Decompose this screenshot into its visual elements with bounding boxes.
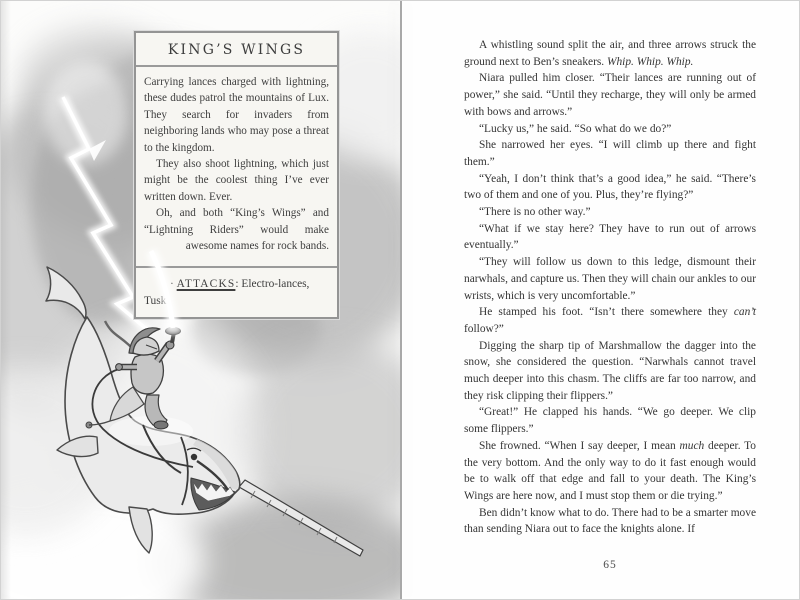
- book-gutter: [400, 1, 402, 599]
- story-paragraph: She frowned. “When I say deeper, I mean much deeper. To the very bottom. And the only way to do it fast enough would be to walk off that edge and fall to your death. The King’s Wings are here now, and I must stop them or die trying.”: [464, 439, 756, 502]
- story-paragraph: “There is no other way.”: [479, 206, 591, 219]
- left-page: [1, 1, 400, 599]
- info-box-title: KING’S WINGS: [136, 33, 337, 67]
- story-paragraph: Digging the sharp tip of Marshmallow the dagger into the snow, she considered the question. “Narwhals cannot travel much deeper into this chasm. The cliffs are far too narrow, and they risk clipping their flippers.”: [464, 339, 756, 402]
- attacks-line: [136, 268, 337, 317]
- story-paragraph: “Great!” He clapped his hands. “We go deeper. We clip some flippers.”: [464, 406, 756, 436]
- story-paragraph: Ben didn’t know what to do. There had to be a smarter move than sending Niara out to face the knights alone. If: [464, 506, 757, 536]
- story-paragraph: “Lucky us,” he said. “So what do we do?”: [479, 122, 672, 135]
- info-paragraph: They also shoot lightning, which just might be the coolest thing I’ve ever written down. Ever.: [144, 158, 329, 203]
- story-paragraph: “They will follow us down to this ledge, dismount their narwhals, and capture us. Then they will chain our ankles to our wrists, which is very uncomfortable.”: [464, 256, 756, 302]
- story-paragraph: Niara pulled him closer. “Their lances are running out of power,” she said. “Until they recharge, they will only be armed with bows and arrows.”: [464, 72, 756, 118]
- story-text: [464, 37, 756, 538]
- page-number: 65: [603, 559, 617, 571]
- page-edge-shading: [1, 1, 11, 599]
- story-paragraph: She narrowed her eyes. “I will climb up there and fight them.”: [464, 139, 756, 168]
- info-paragraph: Oh, and both “King’s Wings” and “Lightning Riders” would make awesome names for rock bands.: [144, 207, 329, 253]
- info-box-body: [136, 67, 337, 266]
- monster-info-box: [134, 31, 339, 319]
- story-paragraph: He stamped his foot. “Isn’t there somewhere they can’t follow?”: [464, 306, 756, 335]
- story-paragraph: A whistling sound split the air, and three arrows struck the ground next to Ben’s sneakers. Whip. Whip. Whip.: [464, 39, 756, 68]
- attacks-value: : Electro-lances, Tusks: [144, 278, 310, 307]
- story-paragraph: “Yeah, I don’t think that’s a good idea,” he said. “There’s two of them and one of you. Plus, they’re flying?”: [464, 172, 756, 202]
- info-paragraph: Carrying lances charged with lightning, these dudes patrol the mountains of Lux. They search for invaders from neighboring lands who may pose a threat to the kingdom.: [144, 76, 329, 154]
- story-paragraph: “What if we stay here? They have to run out of arrows eventually.”: [464, 222, 756, 252]
- knight-boot: [154, 421, 168, 429]
- right-page: [402, 1, 799, 599]
- attacks-bullet: ·: [170, 278, 177, 291]
- attacks-label: ATTACKS: [176, 278, 236, 291]
